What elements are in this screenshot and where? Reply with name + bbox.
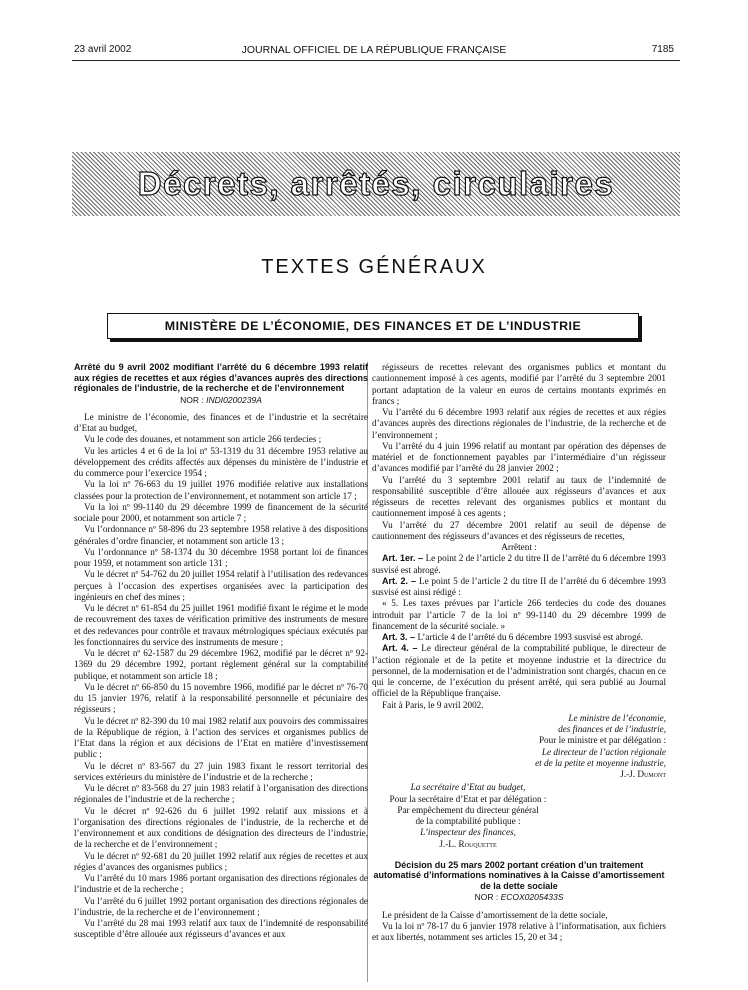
visa-paragraph: Vu le décret nº 92-681 du 20 juillet 1992 relatif aux régies de recettes et aux régies d’avances des organismes publics ; <box>74 850 368 872</box>
article-label: Art. 1er. – <box>382 553 426 564</box>
visa-paragraph: régisseurs de recettes relevant des organismes publics et montant du cautionnement imposé à ces agents, modifié par l’arrêté du 3 septembre 2001 portant adaptation de la valeur en euros de certains montants exprimés en francs ; <box>372 362 666 406</box>
article-label: Art. 4. – <box>382 643 422 654</box>
visa-paragraph: Vu le code des douanes, et notamment son article 266 terdecies ; <box>84 434 322 445</box>
signature-line: et de la petite et moyenne industrie, <box>535 757 666 768</box>
article-text: Le directeur général de la comptabilité publique, le directeur de l’action régionale et de la petite et moyenne industrie et la directrice du personnel, de la modernisation et de l’administration sont chargés, chacun en ce qui le concerne, de l’exécution du présent arrêté, qui sera publié au Journal officiel de la République française. <box>372 643 666 699</box>
signature-line: Par empêchement du directeur général <box>397 804 539 815</box>
article <box>372 632 666 643</box>
visa-paragraph: Vu l’arrêté du 27 décembre 2001 relatif au seuil de dépense de cautionnement des régisseurs d’avances et des régisseurs de recettes, <box>372 519 666 541</box>
visa-paragraph: Vu la loi nº 76-663 du 19 juillet 1976 modifiée relative aux installations classées pour la protection de l’environnement, et notamment son article 17 ; <box>74 479 368 501</box>
left-paragraphs <box>74 412 368 941</box>
visa-paragraph: Vu l’ordonnance nº 58-896 du 23 septembre 1958 relative à des dispositions générales d’ordre financier, et notamment son article 13 ; <box>74 524 368 546</box>
article-text: « 5. Les taxes prévues par l’article 266 terdecies du code des douanes introduit par l’article 7 de la loi nº 99-1140 du 29 décembre 1999 de financement de la sécurité sociale. » <box>372 598 666 631</box>
decision-paragraph: Vu la loi nº 78-17 du 6 janvier 1978 relative à l’informatisation, aux fichiers et aux libertés, notamment ses articles 15, 20 et 34 ; <box>372 920 666 942</box>
visa-paragraph: Vu l’arrêté du 4 juin 1996 relatif au montant par opération des dépenses de matériel et de fonctionnement payables par l’intermédiaire d’un régisseur d’avances modifié par l’arrêté du 28 janvier 2002 ; <box>372 440 666 474</box>
visa-paragraph: Vu le décret nº 66-850 du 15 novembre 1966, modifié par le décret nº 76-70 du 15 janvier 1976, relatif à la responsabilité personnelle et pécuniaire des régisseurs ; <box>74 681 368 715</box>
visa-paragraph: Vu le décret nº 82-390 du 10 mai 1982 relatif aux pouvoirs des commissaires de la République de région, à l’action des services et organismes publics de l’Etat dans la région et aux décisions de l’Etat en matière d’investissement public ; <box>74 715 368 760</box>
visa-paragraph: Vu l’arrêté du 6 juillet 1992 portant organisation des directions régionales de l’industrie, de la recherche et de l’environnement ; <box>74 895 368 917</box>
arrete-title: Arrêté du 9 avril 2002 modifiant l’arrêté du 6 décembre 1993 relatif aux régies de recettes et aux régies d’avances auprès des directions régionales de l’industrie, de la recherche et de l’environnement <box>74 362 368 393</box>
signature-line: Pour le ministre et par délégation : <box>538 735 666 746</box>
article <box>372 598 666 632</box>
arrete-nor <box>74 395 368 406</box>
article-label: Art. 2. – <box>382 575 419 586</box>
signature-line: J.-L. Rouquette <box>439 838 497 849</box>
article-label: Art. 3. – <box>382 632 418 642</box>
decision-paragraphs <box>372 910 666 944</box>
visa-paragraph: Vu l’arrêté du 3 septembre 2001 relatif au taux de l’indemnité de responsabilité susceptible d’être allouée aux régisseurs d’avances et aux régisseurs de recettes relevant des organismes publics et montant du cautionnement imposé à ces agents ; <box>372 474 666 519</box>
visa-paragraph: Vu la loi nº 99-1140 du 29 décembre 1999 de financement de la sécurité sociale pour 2000, et notamment son article 7 ; <box>74 501 368 523</box>
signature-minister <box>372 713 666 781</box>
signature-line: L’inspecteur des finances, <box>420 827 516 838</box>
visa-paragraph: Vu les articles 4 et 6 de la loi nº 53-1319 du 31 décembre 1953 relative au développement des crédits affectés aux dépenses du ministère de l’industrie et du commerce pour l’exercice 1954 ; <box>74 445 368 478</box>
article-text: Le point 5 de l’article 2 du titre II de l’arrêté du 6 décembre 1993 susvisé est ainsi rédigé : <box>372 575 667 597</box>
right-paragraphs <box>372 362 666 542</box>
visa-paragraph: Vu le décret nº 61-854 du 25 juillet 1961 modifié fixant le régime et le mode de recouvrement des taxes de vérification primitive des instruments de mesure et des redevances pour contrôle et travaux métrologiques spéciaux exécutés par les fonctionnaires du service des instruments de mesure ; <box>74 603 368 647</box>
header-date: 23 avril 2002 <box>74 44 132 55</box>
visa-paragraph: Vu le décret nº 92-626 du 6 juillet 1992 relatif aux missions et à l’organisation des directions régionales de l’industrie, de la recherche et de l’environnement et aux conditions de désignation des directeurs de l’industrie, de la recherche et de l’environnement ; <box>74 805 368 850</box>
signature-line: La secrétaire d’Etat au budget, <box>410 782 526 793</box>
signature-line: Le ministre de l’économie, <box>568 712 666 723</box>
visa-paragraph: Le ministre de l’économie, des finances et de l’industrie et la secrétaire d’Etat au budget, <box>74 411 368 433</box>
visa-paragraph: Vu l’ordonnance nº 58-1374 du 30 décembre 1958 portant loi de finances pour 1959, et notamment son article 131 ; <box>74 546 368 568</box>
article <box>372 576 666 599</box>
articles <box>372 553 666 699</box>
page-number: 7185 <box>651 44 674 55</box>
signature-line: J.-J. Dumont <box>620 769 666 779</box>
article <box>372 643 666 699</box>
visa-paragraph: Vu le décret nº 62-1587 du 29 décembre 1962, modifié par le décret nº 92-1369 du 29 décembre 1992, portant règlement général sur la comptabilité publique, et notamment son article 18 ; <box>74 648 368 681</box>
signature-line: Le directeur de l’action régionale <box>541 746 666 757</box>
decision-paragraph: Le président de la Caisse d’amortissement de la dette sociale, <box>382 909 608 920</box>
banner-title: Décrets, arrêtés, circulaires <box>137 165 615 202</box>
decision-title: Décision du 25 mars 2002 portant création d’un traitement automatisé d’informations nominatives à la Caisse d’amortissement de la dette sociale <box>373 859 665 891</box>
arretent: Arrêtent : <box>501 542 537 552</box>
visa-paragraph: Vu le décret nº 83-568 du 27 juin 1983 relatif à l’organisation des directions régionales de l’industrie et de la recherche ; <box>74 783 368 805</box>
decision-nor-code: ECOX0205433S <box>500 892 564 903</box>
visa-paragraph: Vu le décret nº 83-567 du 27 juin 1983 fixant le ressort territorial des services extérieurs du ministère de l’industrie et de la recherche ; <box>74 760 368 782</box>
article <box>372 553 666 576</box>
signature-line: de la comptabilité publique : <box>415 816 521 826</box>
left-column <box>74 362 368 941</box>
section-title: TEXTES GÉNÉRAUX <box>261 256 487 278</box>
article-text: L’article 4 de l’arrêté du 6 décembre 1993 susvisé est abrogé. <box>417 632 643 642</box>
journal-title: JOURNAL OFFICIEL DE LA RÉPUBLIQUE FRANÇAISE <box>241 44 507 56</box>
visa-paragraph: Vu l’arrêté du 6 décembre 1993 relatif aux régies de recettes et aux régies d’avances auprès des directions régionales de l’industrie, de la recherche et de l’environnement ; <box>372 407 666 440</box>
right-column <box>372 362 666 943</box>
header-rule <box>72 60 680 61</box>
decision-nor-label: NOR : <box>474 892 499 903</box>
signature-line: Pour la secrétaire d’Etat et par délégation : <box>389 793 547 804</box>
signature-line: des finances et de l’industrie, <box>558 724 666 734</box>
visa-paragraph: Vu l’arrêté du 28 mai 1993 relatif aux taux de l’indemnité de responsabilité susceptible d’être allouée aux régisseurs d’avances et aux <box>74 918 368 940</box>
nor-code: INDI0200239A <box>206 394 262 405</box>
signature-budget <box>368 782 568 850</box>
visa-paragraph: Vu l’arrêté du 10 mars 1986 portant organisation des directions régionales de l’industrie et de la recherche ; <box>74 873 368 895</box>
nor-label: NOR : <box>180 394 204 405</box>
article-text: Le point 2 de l’article 2 du titre II de l’arrêté du 6 décembre 1993 susvisé est abrogé. <box>372 553 666 575</box>
fait-a: Fait à Paris, le 9 avril 2002. <box>382 699 484 710</box>
decision-nor <box>372 892 666 903</box>
visa-paragraph: Vu le décret nº 54-762 du 20 juillet 1954 relatif à l’utilisation des redevances perçues à l’occasion des expertises organisées avec la participation des ingénieurs en chef des mines ; <box>74 569 368 602</box>
ministry-box: MINISTÈRE DE L’ÉCONOMIE, DES FINANCES ET DE L’INDUSTRIE <box>107 313 639 339</box>
